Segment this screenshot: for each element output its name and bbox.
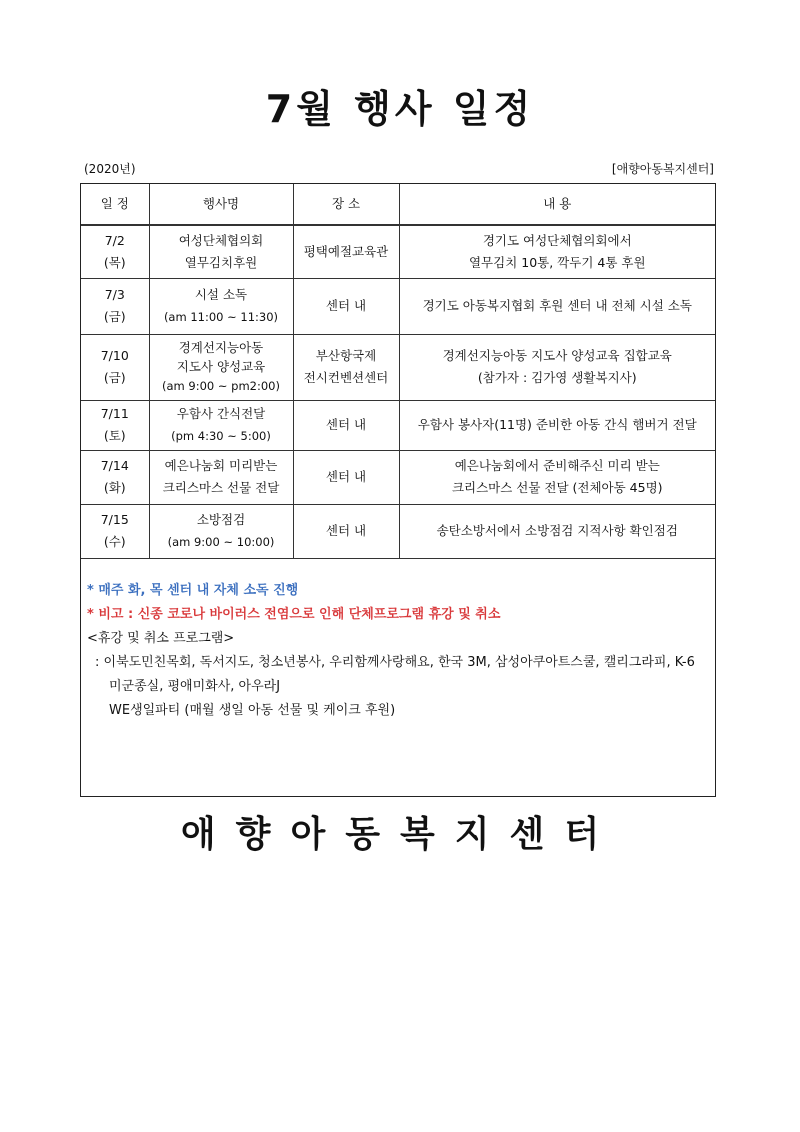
- table-header-row: [81, 184, 715, 225]
- content-line: 열무김치 10통, 깍두기 4통 후원: [468, 254, 646, 270]
- date: 7/2: [104, 232, 125, 248]
- event-cell: [149, 278, 293, 334]
- program-heading: <휴강 및 취소 프로그램>: [87, 630, 235, 646]
- place-line: 평택예절교육관: [303, 243, 389, 259]
- notes-section: [81, 559, 715, 723]
- event-line: 시설 소독: [194, 287, 248, 303]
- event-line: 경계선지능아동: [178, 339, 264, 355]
- day: (금): [103, 309, 126, 324]
- table-row: [81, 400, 715, 450]
- event-line: 예은나눔회 미리받는: [164, 458, 278, 474]
- event-line: 우함사 간식전달: [176, 406, 266, 422]
- program-list-line: WE생일파티 (매월 생일 아동 선물 및 케이크 후원): [109, 702, 396, 718]
- place-cell: [293, 504, 399, 558]
- event-cell: [149, 225, 293, 278]
- content-cell: [399, 400, 715, 450]
- content-line: 크리스마스 선물 전달 (전체아동 45명): [451, 480, 663, 495]
- content-cell: [399, 450, 715, 504]
- table-row: [81, 225, 715, 278]
- date: 7/14: [100, 458, 129, 474]
- table-row: [81, 334, 715, 400]
- event-line: (am 9:00 ~ pm2:00): [162, 379, 280, 394]
- place-line: 센터 내: [325, 469, 367, 485]
- place-line: 전시컨벤션센터: [303, 370, 389, 385]
- event-line: 지도사 양성교육: [176, 359, 266, 375]
- date-cell: [81, 278, 149, 334]
- header-date: 일 정: [81, 184, 149, 225]
- event-cell: [149, 450, 293, 504]
- event-cell: [149, 334, 293, 400]
- event-cell: [149, 504, 293, 558]
- program-list-line: : 이북도민친목회, 독서지도, 청소년봉사, 우리함께사랑해요, 한국 3M, 삼성아쿠아트스쿨, 캘리그라피, K-6: [95, 654, 695, 670]
- content-line: 우함사 봉사자(11명) 준비한 아동 간식 햄버거 전달: [417, 417, 697, 433]
- date-cell: [81, 450, 149, 504]
- date-cell: [81, 225, 149, 278]
- event-line: (am 11:00 ~ 11:30): [163, 310, 279, 324]
- day: (화): [103, 480, 126, 495]
- content-cell: [399, 504, 715, 558]
- date-cell: [81, 400, 149, 450]
- event-line: 열무김치후원: [184, 254, 258, 270]
- day: (목): [103, 254, 126, 270]
- organization-tag: [애향아동복지센터]: [611, 162, 714, 176]
- date: 7/15: [100, 512, 129, 528]
- event-cell: [149, 400, 293, 450]
- page-title: 7월 행사 일정: [265, 87, 535, 131]
- place-cell: [293, 400, 399, 450]
- content-line: 경계선지능아동 지도사 양성교육 집합교육: [442, 348, 672, 364]
- place-cell: [293, 450, 399, 504]
- event-line: (am 9:00 ~ 10:00): [167, 535, 275, 549]
- place-cell: [293, 278, 399, 334]
- place-line: 부산항국제: [315, 348, 377, 364]
- place-line: 센터 내: [325, 417, 367, 433]
- place-line: 센터 내: [325, 523, 367, 539]
- event-line: 소방점검: [196, 512, 246, 528]
- content-cell: [399, 278, 715, 334]
- date: 7/10: [100, 348, 129, 364]
- content-cell: [399, 334, 715, 400]
- event-line: (pm 4:30 ~ 5:00): [171, 429, 271, 443]
- day: (수): [103, 534, 126, 549]
- content-line: 경기도 여성단체협의회에서: [482, 232, 632, 248]
- event-line: 크리스마스 선물 전달: [162, 480, 280, 495]
- program-list-line: 미군종실, 평애미화사, 아우라J: [109, 678, 281, 694]
- disinfection-note: * 매주 화, 목 센터 내 자체 소독 진행: [87, 582, 299, 598]
- schedule-table: [81, 184, 715, 559]
- place-cell: [293, 225, 399, 278]
- content-cell: [399, 225, 715, 278]
- date: 7/3: [104, 287, 125, 303]
- event-line: 여성단체협의회: [178, 232, 264, 248]
- day: (금): [103, 370, 126, 385]
- table-row: [81, 504, 715, 558]
- remark-note: * 비고 : 신종 코로나 바이러스 전염으로 인해 단체프로그램 휴강 및 취소: [87, 606, 501, 622]
- footer-org-name: 애향아동복지센터: [180, 814, 620, 855]
- content-line: 송탄소방서에서 소방점검 지적사항 확인점검: [436, 523, 678, 539]
- table-row: [81, 278, 715, 334]
- content-line: 경기도 아동복지협회 후원 센터 내 전체 시설 소독: [422, 298, 692, 314]
- content-line: 예은나눔회에서 준비해주신 미리 받는: [454, 458, 660, 474]
- header-place: 장 소: [293, 184, 399, 225]
- header-content: 내 용: [399, 184, 715, 225]
- date: 7/11: [100, 406, 129, 422]
- place-cell: [293, 334, 399, 400]
- content-line: (참가자 : 김가영 생활복지사): [477, 370, 637, 385]
- schedule-sheet: [80, 183, 716, 797]
- date-cell: [81, 334, 149, 400]
- table-row: [81, 450, 715, 504]
- header-event: 행사명: [149, 184, 293, 225]
- date-cell: [81, 504, 149, 558]
- year-label: (2020년): [84, 162, 136, 176]
- day: (토): [103, 428, 126, 443]
- place-line: 센터 내: [325, 298, 367, 314]
